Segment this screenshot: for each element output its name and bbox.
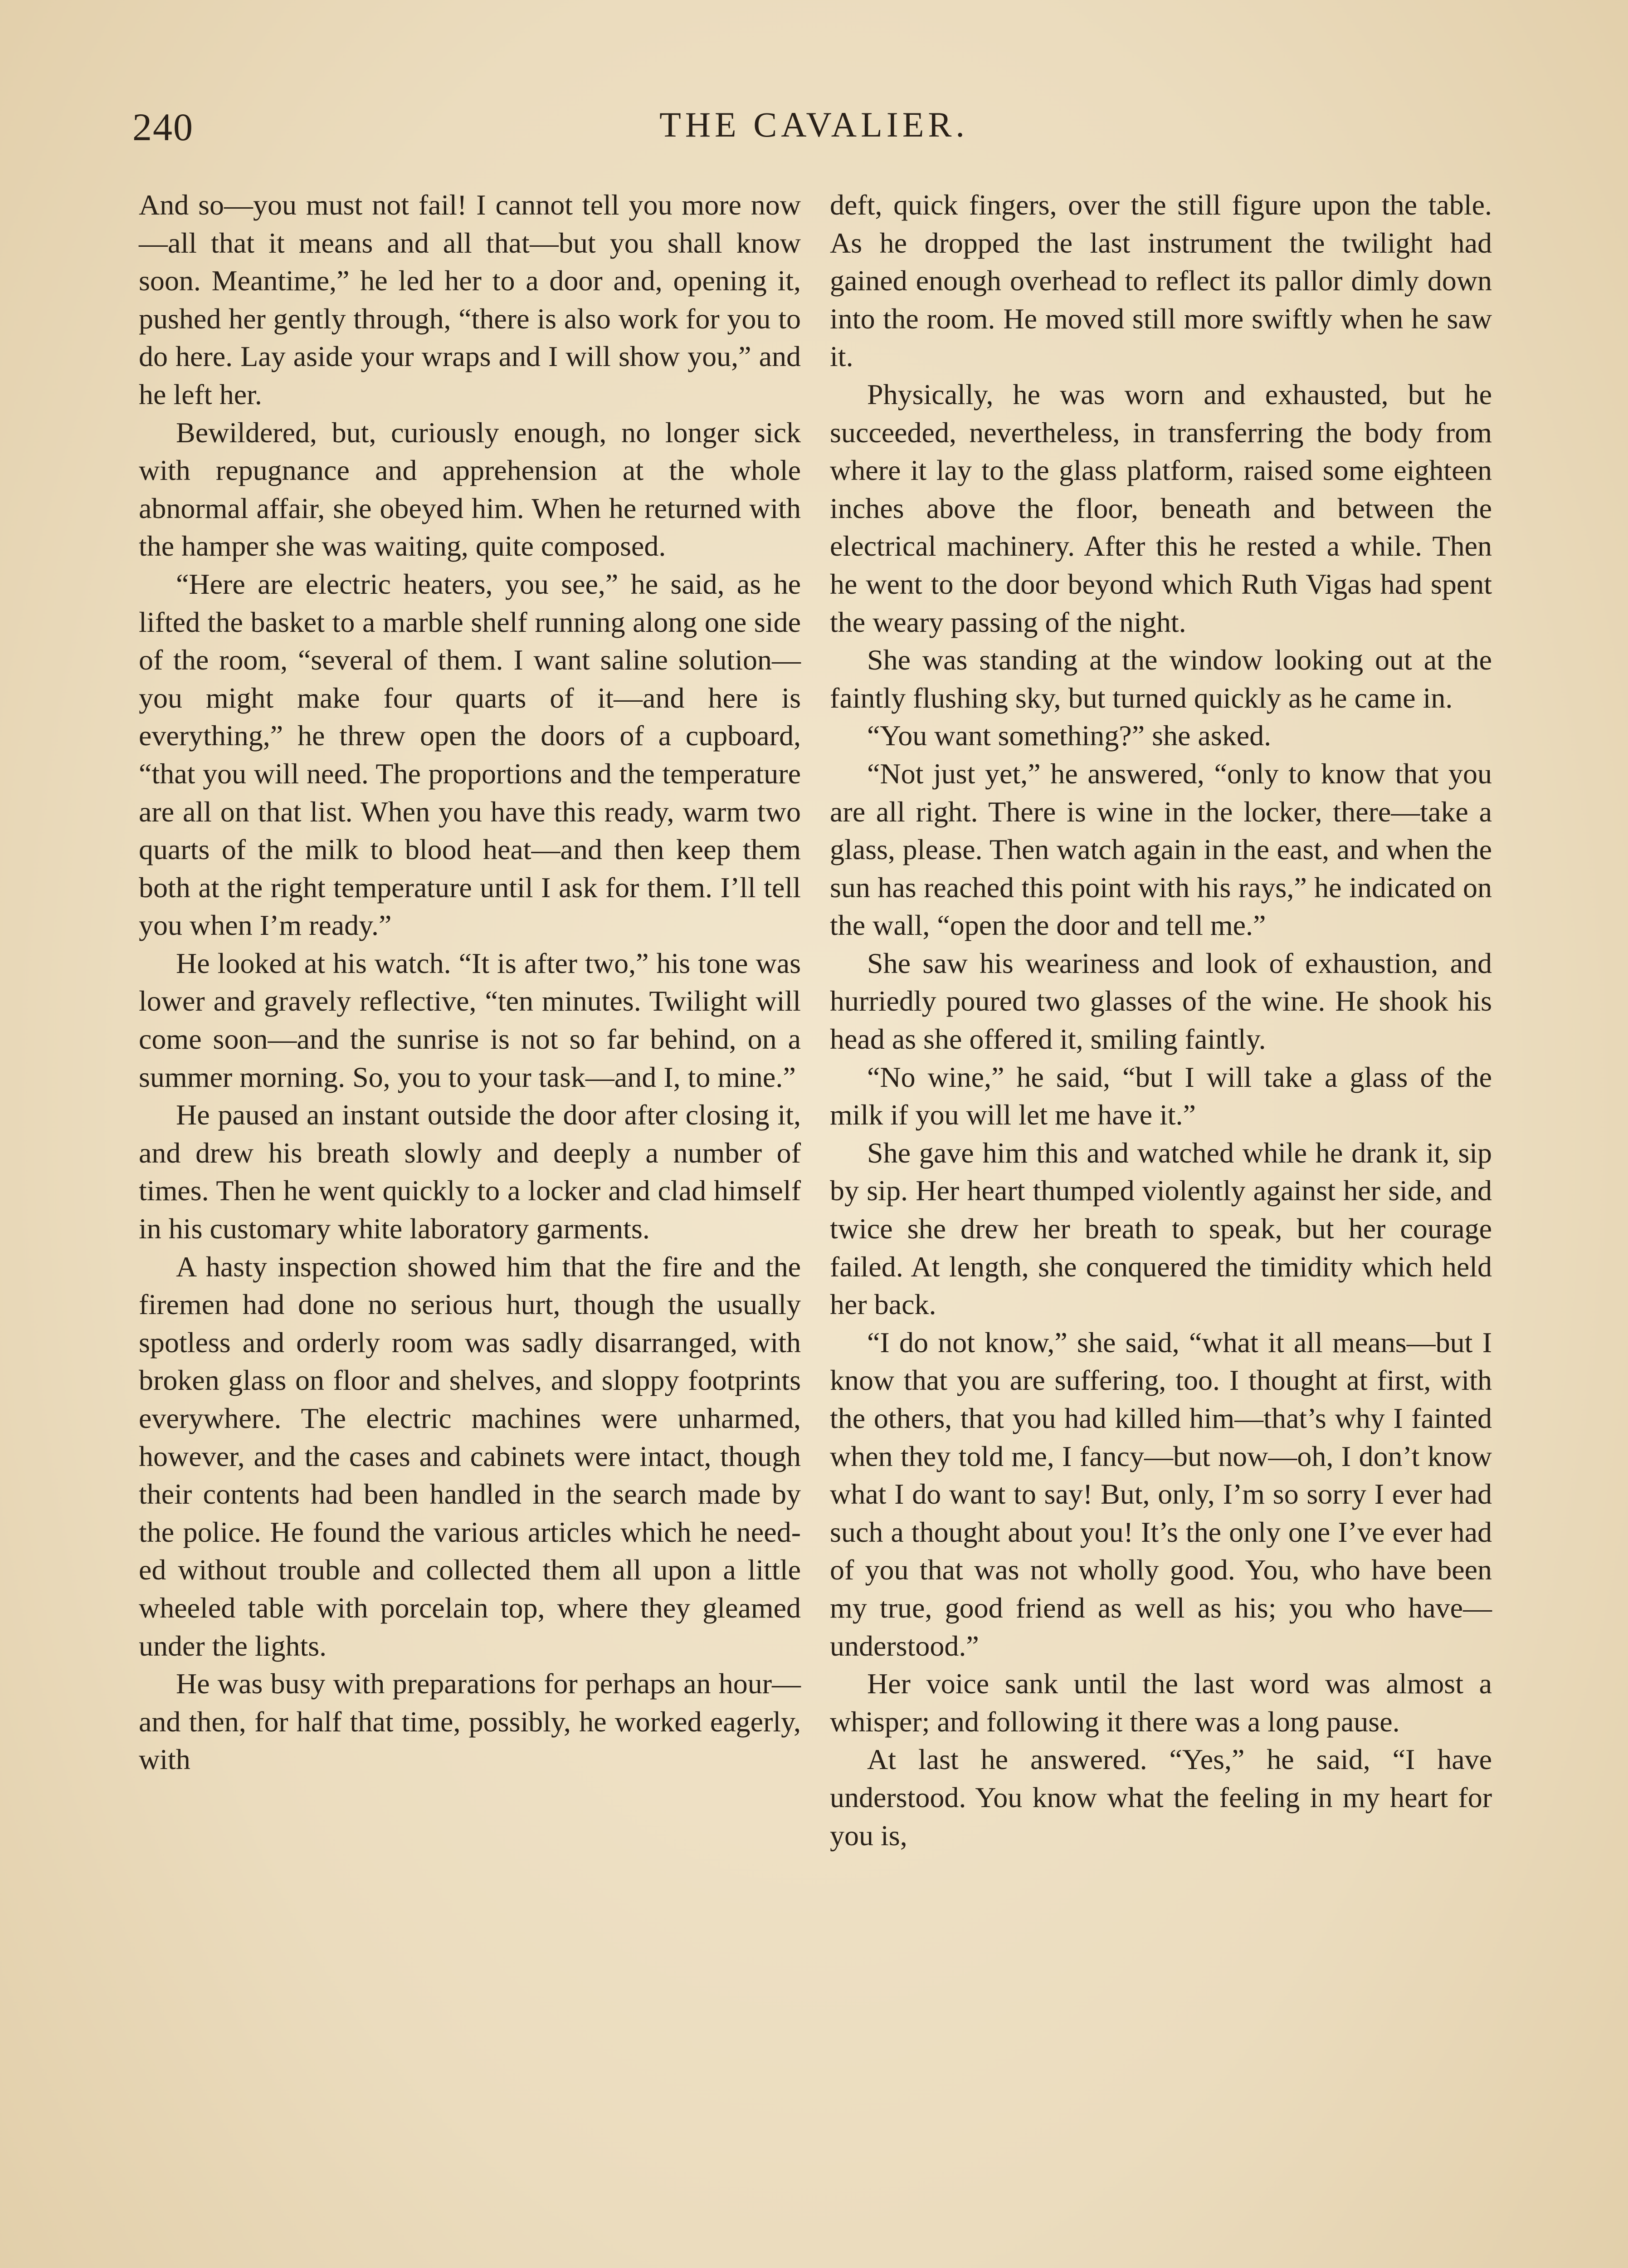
paragraph: “You want something?” she asked. — [867, 719, 1272, 752]
paragraph: “Not just yet,” he answered, “only to know that you are all right. There is wine in the locker, there—take a glass, please. Then watch again in the east, and when the sun has reached this point with his rays,” he indicated on the wall, “open the door and tell me.” — [830, 757, 1492, 942]
paragraph: Her voice sank until the last word was almost a whisper; and following it there was a long pause. — [830, 1667, 1492, 1738]
paragraph: And so—you must not fail! I cannot tell you more now—all that it means and all that—but you shall know soon. Meantime,” he led her to a door and, opening it, pushed her gently through, “there is also work for you to do here. Lay aside your wraps and I will show you,” and he left her. — [139, 189, 801, 411]
paragraph: deft, quick fingers, over the still figure upon the table. As he dropped the last instrument the twilight had gained enough overhead to reflect its pallor dimly down into the room. He moved still more swiftly when he saw it. — [830, 189, 1492, 373]
paragraph: At last he answered. “Yes,” he said, “I have understood. You know what the feeling in my heart for you is, — [830, 1743, 1492, 1852]
paragraph: He paused an instant outside the door after closing it, and drew his breath slowly and deeply a number of times. Then he went quickly to a locker and clad himself in his customary white laboratory garments. — [139, 1099, 801, 1245]
left-column — [139, 186, 801, 1779]
paragraph: Bewildered, but, curiously enough, no longer sick with repugnance and apprehension at the whole abnormal affair, she obeyed him. When he returned with the hamper she was waiting, quite composed. — [139, 416, 801, 562]
paragraph: A hasty inspection showed him that the fire and the firemen had done no serious hurt, though the usually spotless and orderly room was sadly disarranged, with broken glass on floor and shelves, and sloppy footprints everywhere. The electric machines were unharmed, however, and the cases and cabinets were intact, though their contents had been handled in the search made by the police. He found the various articles which he needed without trouble and collected them all upon a little wheeled table with porcelain top, where they gleamed under the lights. — [139, 1250, 801, 1662]
paragraph: She was standing at the window looking out at the faintly flushing sky, but turned quickly as he came in. — [830, 644, 1492, 714]
page-number: 240 — [132, 105, 194, 149]
paragraph: He was busy with preparations for perhaps an hour—and then, for half that time, possibly, he worked eagerly, with — [139, 1667, 801, 1776]
paragraph: Physically, he was worn and exhausted, but he succeeded, nevertheless, in transferring the body from where it lay to the glass platform, raised some eighteen inches above the floor, beneath and between the electrical machinery. After this he rested a while. Then he went to the door beyond which Ruth Vigas had spent the weary passing of the night. — [830, 378, 1492, 638]
paragraph: “Here are electric heaters, you see,” he said, as he lifted the basket to a marble shelf running along one side of the room, “several of them. I want saline solution—you might make four quarts of it—and here is everything,” he threw open the doors of a cupboard, “that you will need. The proportions and the temperature are all on that list. When you have this ready, warm two quarts of the milk to blood heat—and then keep them both at the right temperature until I ask for them. I’ll tell you when I’m ready.” — [139, 567, 801, 942]
paragraph: “No wine,” he said, “but I will take a glass of the milk if you will let me have it.” — [830, 1061, 1492, 1131]
paragraph: He looked at his watch. “It is after two,” his tone was lower and gravely reflective, “ten minutes. Twilight will come soon—and the sunrise is not so far behind, on a summer morning. So, you to your task—and I, to mine.” — [139, 947, 801, 1093]
running-head: THE CAVALIER. — [659, 105, 969, 144]
paragraph: She gave him this and watched while he drank it, sip by sip. Her heart thumped violently against her side, and twice she drew her breath to speak, but her courage failed. At length, she conquered the timidity which held her back. — [830, 1136, 1492, 1321]
right-column — [830, 186, 1492, 1854]
paragraph: She saw his weariness and look of exhaustion, and hurriedly poured two glasses of the wine. He shook his head as she offered it, smiling faintly. — [830, 947, 1492, 1056]
paragraph: “I do not know,” she said, “what it all means—but I know that you are suffering, too. I thought at first, with the others, that you had killed him—that’s why I fainted when they told me, I fancy—but now—oh, I don’t know what I do want to say! But, only, I’m so sorry I ever had such a thought about you! It’s the only one I’ve ever had of you that was not wholly good. You, who have been my true, good friend as well as his; you who have—understood.” — [830, 1326, 1492, 1662]
